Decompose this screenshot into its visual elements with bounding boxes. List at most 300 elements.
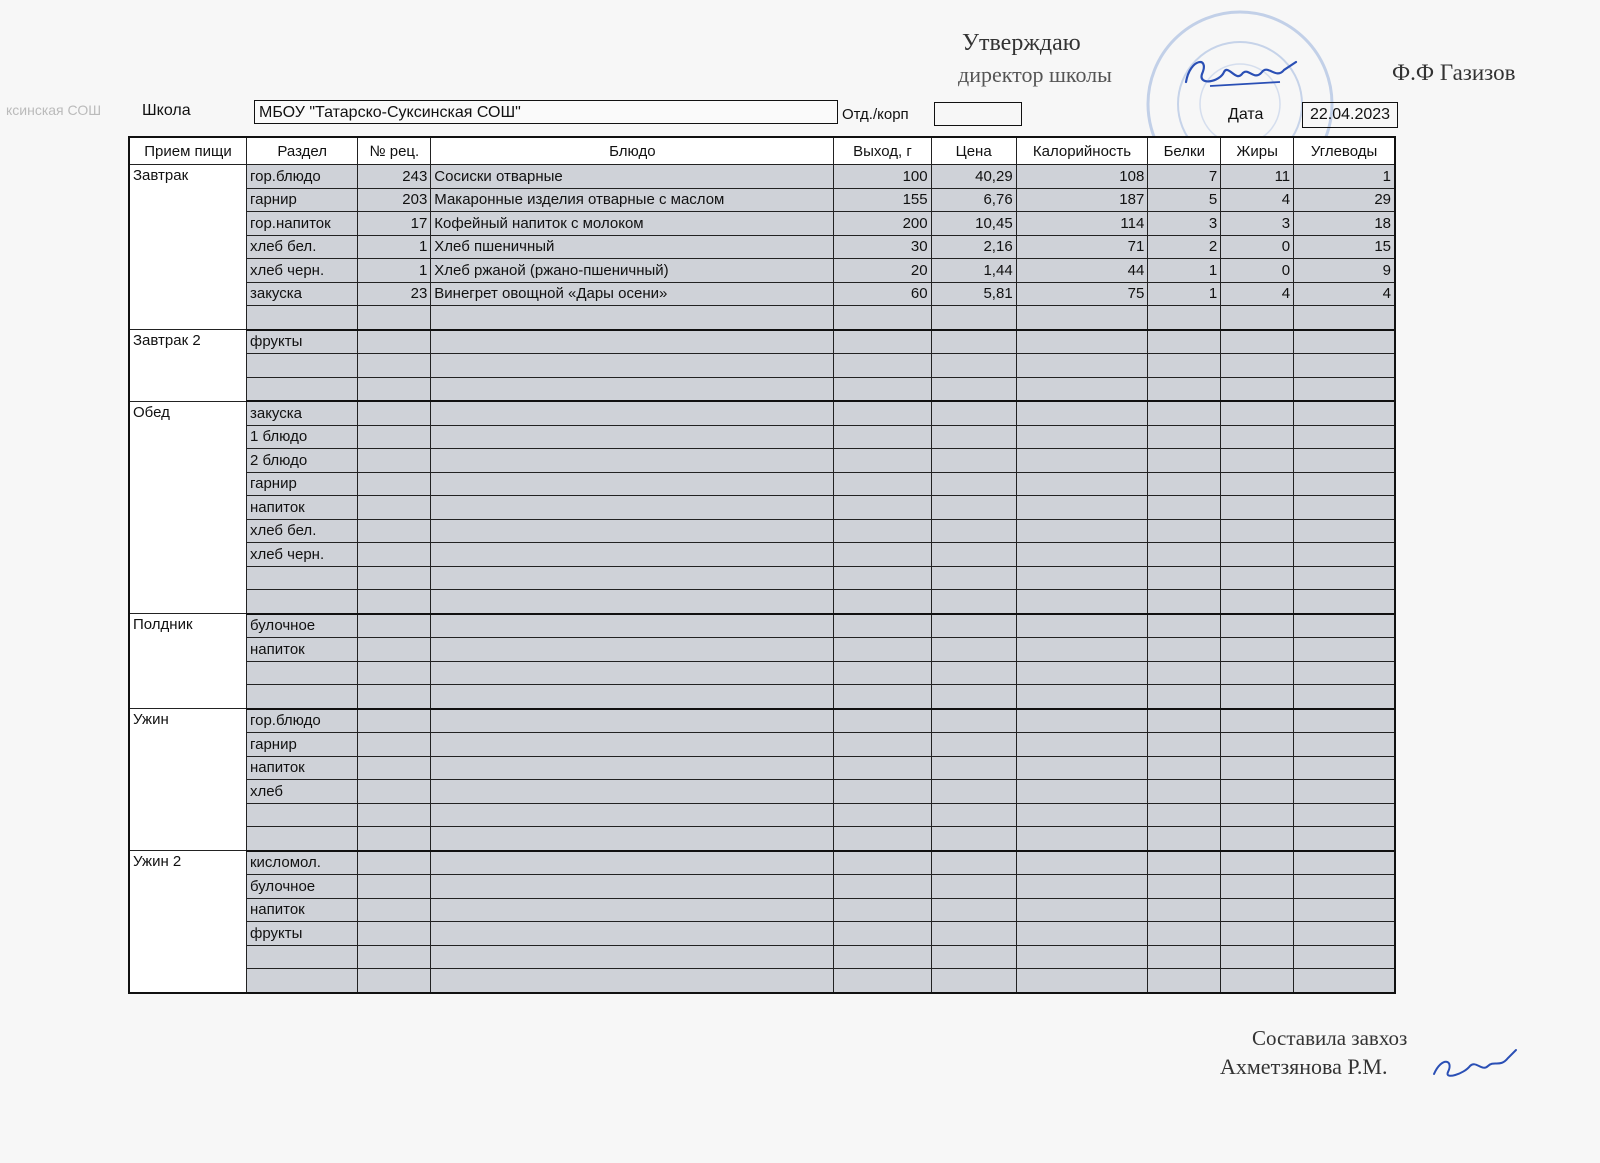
table-cell: гор.блюдо [246, 709, 357, 733]
compiler-name: Ахметзянова Р.М. [1220, 1054, 1388, 1079]
table-cell: кисломол. [246, 851, 357, 875]
table-cell: 1,44 [931, 259, 1016, 283]
table-cell: хлеб бел. [246, 235, 357, 259]
table-row [129, 875, 1395, 899]
table-cell [358, 377, 431, 401]
table-row [129, 282, 1395, 306]
table-cell [931, 496, 1016, 520]
table-row [129, 235, 1395, 259]
table-cell [931, 590, 1016, 614]
table-cell [1221, 330, 1294, 354]
table-cell [358, 472, 431, 496]
table-cell [1221, 566, 1294, 590]
table-row [129, 472, 1395, 496]
table-cell: 17 [358, 212, 431, 236]
table-cell: 23 [358, 282, 431, 306]
table-cell: 10,45 [931, 212, 1016, 236]
table-cell [1148, 780, 1221, 804]
director-signature-icon [1180, 52, 1300, 101]
table-cell [1294, 590, 1395, 614]
table-cell [1016, 733, 1148, 757]
table-cell [1148, 425, 1221, 449]
table-row [129, 306, 1395, 330]
table-cell [834, 614, 931, 638]
table-cell [1221, 685, 1294, 709]
table-cell [1294, 496, 1395, 520]
table-cell: 2,16 [931, 235, 1016, 259]
table-cell: Хлеб пшеничный [431, 235, 834, 259]
table-row [129, 898, 1395, 922]
compiled-by-label: Составила завхоз [1252, 1026, 1408, 1050]
table-cell [1016, 803, 1148, 827]
table-cell [358, 969, 431, 993]
table-cell: 11 [1221, 165, 1294, 189]
table-row [129, 259, 1395, 283]
table-cell [431, 733, 834, 757]
table-cell: 4 [1221, 282, 1294, 306]
table-cell [1148, 875, 1221, 899]
approval-title: Утверждаю [962, 30, 1081, 56]
table-cell [358, 425, 431, 449]
table-cell: 187 [1016, 188, 1148, 212]
table-cell [1148, 661, 1221, 685]
table-cell [358, 661, 431, 685]
compiler-signature-icon [1430, 1046, 1520, 1091]
table-cell [834, 945, 931, 969]
table-cell [1148, 756, 1221, 780]
table-cell: 1 [358, 259, 431, 283]
table-cell [1148, 590, 1221, 614]
table-cell: 4 [1294, 282, 1395, 306]
table-cell [1016, 614, 1148, 638]
table-cell [931, 614, 1016, 638]
table-cell: 203 [358, 188, 431, 212]
table-cell [1016, 590, 1148, 614]
table-cell [1148, 449, 1221, 473]
table-cell [1294, 543, 1395, 567]
table-cell [1294, 377, 1395, 401]
table-cell [1148, 401, 1221, 425]
table-cell: 15 [1294, 235, 1395, 259]
table-cell [1221, 449, 1294, 473]
table-cell [1016, 898, 1148, 922]
table-cell: 1 [1148, 282, 1221, 306]
table-cell: 3 [1148, 212, 1221, 236]
table-cell [1016, 922, 1148, 946]
table-cell [1148, 685, 1221, 709]
table-cell [1221, 827, 1294, 851]
table-row [129, 330, 1395, 354]
table-cell [1148, 354, 1221, 378]
table-cell: 243 [358, 165, 431, 189]
table-cell [431, 638, 834, 662]
table-cell: 20 [834, 259, 931, 283]
table-cell [1016, 449, 1148, 473]
table-cell: 0 [1221, 259, 1294, 283]
table-cell: 155 [834, 188, 931, 212]
table-cell [358, 875, 431, 899]
table-cell: 108 [1016, 165, 1148, 189]
table-cell [1016, 496, 1148, 520]
table-cell: хлеб [246, 780, 357, 804]
table-cell [834, 661, 931, 685]
table-cell [1294, 614, 1395, 638]
table-cell [931, 543, 1016, 567]
table-cell: 40,29 [931, 165, 1016, 189]
table-row [129, 212, 1395, 236]
table-cell [1294, 472, 1395, 496]
table-cell [931, 566, 1016, 590]
table-cell [431, 945, 834, 969]
table-cell [246, 685, 357, 709]
table-cell [1221, 614, 1294, 638]
table-cell [834, 543, 931, 567]
table-row [129, 401, 1395, 425]
table-cell [431, 543, 834, 567]
table-cell [431, 922, 834, 946]
table-cell: хлеб бел. [246, 519, 357, 543]
meal-name: Ужин 2 [129, 851, 246, 993]
table-cell [431, 803, 834, 827]
table-cell: 5 [1148, 188, 1221, 212]
table-cell [834, 425, 931, 449]
table-cell [358, 401, 431, 425]
table-cell [1294, 425, 1395, 449]
table-cell [931, 401, 1016, 425]
table-cell [1294, 566, 1395, 590]
table-cell: гор.напиток [246, 212, 357, 236]
director-name: Ф.Ф Газизов [1392, 60, 1516, 85]
school-field: МБОУ "Татарско-Суксинская СОШ" [254, 100, 838, 124]
table-cell [834, 401, 931, 425]
table-cell [358, 306, 431, 330]
table-cell [246, 566, 357, 590]
table-cell [1016, 330, 1148, 354]
table-row [129, 803, 1395, 827]
table-cell [931, 685, 1016, 709]
table-cell [1016, 709, 1148, 733]
table-cell: Хлеб ржаной (ржано-пшеничный) [431, 259, 834, 283]
table-cell [1148, 827, 1221, 851]
table-cell [931, 827, 1016, 851]
date-field: 22.04.2023 [1302, 102, 1398, 128]
table-cell [431, 827, 834, 851]
table-cell [1294, 922, 1395, 946]
table-cell [1294, 661, 1395, 685]
table-cell: напиток [246, 756, 357, 780]
table-cell: Макаронные изделия отварные с маслом [431, 188, 834, 212]
table-cell [1294, 827, 1395, 851]
table-cell: 71 [1016, 235, 1148, 259]
table-cell [1294, 519, 1395, 543]
table-cell [1148, 945, 1221, 969]
table-cell [358, 945, 431, 969]
table-cell [1294, 638, 1395, 662]
table-cell [1221, 945, 1294, 969]
table-cell [931, 875, 1016, 899]
table-cell [931, 756, 1016, 780]
table-cell [246, 969, 357, 993]
column-header: № рец. [358, 137, 431, 165]
table-cell [1294, 733, 1395, 757]
table-cell: фрукты [246, 922, 357, 946]
table-cell [358, 922, 431, 946]
column-header: Раздел [246, 137, 357, 165]
table-cell [1294, 945, 1395, 969]
column-header: Углеводы [1294, 137, 1395, 165]
table-cell: Сосиски отварные [431, 165, 834, 189]
table-cell [931, 354, 1016, 378]
table-cell [834, 306, 931, 330]
table-cell [834, 496, 931, 520]
table-row [129, 756, 1395, 780]
table-cell [431, 377, 834, 401]
column-header: Блюдо [431, 137, 834, 165]
table-cell [1016, 875, 1148, 899]
table-cell [1294, 709, 1395, 733]
table-cell [834, 449, 931, 473]
table-cell [931, 922, 1016, 946]
table-cell [1294, 685, 1395, 709]
table-cell [358, 543, 431, 567]
table-row [129, 827, 1395, 851]
table-cell [834, 377, 931, 401]
table-cell [1148, 543, 1221, 567]
column-header: Калорийность [1016, 137, 1148, 165]
table-cell [931, 709, 1016, 733]
table-row [129, 354, 1395, 378]
table-cell [431, 709, 834, 733]
column-header: Прием пищи [129, 137, 246, 165]
table-cell [1221, 780, 1294, 804]
table-cell [358, 590, 431, 614]
table-cell [834, 354, 931, 378]
table-cell [1148, 377, 1221, 401]
table-cell: булочное [246, 614, 357, 638]
table-cell [358, 851, 431, 875]
table-row [129, 922, 1395, 946]
table-cell [1148, 614, 1221, 638]
table-cell [1221, 543, 1294, 567]
table-cell [1148, 851, 1221, 875]
school-label: Школа [142, 102, 191, 119]
meal-name: Завтрак 2 [129, 330, 246, 402]
table-cell [1221, 354, 1294, 378]
table-cell: 44 [1016, 259, 1148, 283]
table-cell: 29 [1294, 188, 1395, 212]
table-cell [1221, 425, 1294, 449]
table-cell [358, 685, 431, 709]
table-cell [1016, 472, 1148, 496]
table-cell [834, 922, 931, 946]
cut-off-text: ксинская СОШ [6, 102, 102, 118]
table-row [129, 377, 1395, 401]
table-cell: 0 [1221, 235, 1294, 259]
table-row [129, 590, 1395, 614]
table-cell [431, 330, 834, 354]
column-header: Белки [1148, 137, 1221, 165]
table-cell [1221, 875, 1294, 899]
table-row [129, 685, 1395, 709]
table-cell: 1 [1148, 259, 1221, 283]
table-cell [431, 519, 834, 543]
table-cell [1148, 898, 1221, 922]
table-cell [1016, 851, 1148, 875]
table-cell [431, 661, 834, 685]
meal-name: Завтрак [129, 165, 246, 330]
table-cell: закуска [246, 282, 357, 306]
table-cell [1221, 756, 1294, 780]
table-cell [931, 306, 1016, 330]
table-cell [1294, 780, 1395, 804]
table-cell [431, 614, 834, 638]
table-cell [834, 756, 931, 780]
table-cell [1148, 733, 1221, 757]
table-cell [358, 803, 431, 827]
table-cell [358, 496, 431, 520]
table-cell: напиток [246, 638, 357, 662]
table-cell [1221, 590, 1294, 614]
date-label: Дата [1228, 106, 1264, 123]
table-cell: 30 [834, 235, 931, 259]
table-cell [431, 969, 834, 993]
table-cell [431, 590, 834, 614]
table-row [129, 851, 1395, 875]
table-cell [431, 875, 834, 899]
table-cell [931, 945, 1016, 969]
table-cell [1221, 638, 1294, 662]
table-cell [1294, 851, 1395, 875]
dept-field [934, 102, 1022, 126]
table-cell [931, 638, 1016, 662]
table-cell [834, 733, 931, 757]
table-cell [1294, 875, 1395, 899]
table-cell [358, 519, 431, 543]
table-cell [358, 898, 431, 922]
table-cell [834, 851, 931, 875]
table-cell [931, 780, 1016, 804]
table-cell [246, 661, 357, 685]
table-cell [1016, 543, 1148, 567]
table-row [129, 709, 1395, 733]
table-cell [431, 780, 834, 804]
table-cell: Кофейный напиток с молоком [431, 212, 834, 236]
table-cell [1294, 449, 1395, 473]
table-cell [1294, 756, 1395, 780]
table-cell [1221, 377, 1294, 401]
table-cell [1016, 566, 1148, 590]
table-cell: напиток [246, 496, 357, 520]
table-cell [834, 519, 931, 543]
table-cell [1294, 354, 1395, 378]
table-cell [358, 756, 431, 780]
table-cell: гарнир [246, 733, 357, 757]
table-cell [931, 330, 1016, 354]
table-cell [1148, 922, 1221, 946]
table-cell [431, 449, 834, 473]
table-header-row [129, 137, 1395, 165]
table-cell: 3 [1221, 212, 1294, 236]
table-cell [931, 519, 1016, 543]
table-cell [246, 803, 357, 827]
table-cell [1294, 306, 1395, 330]
table-cell [834, 330, 931, 354]
table-cell [1148, 306, 1221, 330]
table-cell [1221, 898, 1294, 922]
table-cell [1016, 377, 1148, 401]
table-cell: 6,76 [931, 188, 1016, 212]
table-cell: булочное [246, 875, 357, 899]
table-cell [1016, 519, 1148, 543]
table-cell: 9 [1294, 259, 1395, 283]
table-cell: 1 [358, 235, 431, 259]
table-row [129, 449, 1395, 473]
table-cell [431, 354, 834, 378]
table-cell: гарнир [246, 188, 357, 212]
table-cell [1294, 401, 1395, 425]
table-cell: 5,81 [931, 282, 1016, 306]
meal-name: Полдник [129, 614, 246, 709]
table-cell: 1 [1294, 165, 1395, 189]
table-cell [246, 354, 357, 378]
table-cell [358, 733, 431, 757]
table-cell [1016, 969, 1148, 993]
table-cell: 18 [1294, 212, 1395, 236]
column-header: Цена [931, 137, 1016, 165]
table-cell [1148, 519, 1221, 543]
table-cell [1148, 330, 1221, 354]
table-cell [1221, 851, 1294, 875]
table-cell [1221, 472, 1294, 496]
table-row [129, 661, 1395, 685]
table-cell [1221, 496, 1294, 520]
table-cell [931, 472, 1016, 496]
meal-name: Ужин [129, 709, 246, 851]
table-row [129, 188, 1395, 212]
table-cell: 7 [1148, 165, 1221, 189]
table-cell [431, 756, 834, 780]
meal-name: Обед [129, 401, 246, 614]
table-cell [834, 685, 931, 709]
table-row [129, 638, 1395, 662]
table-cell [834, 590, 931, 614]
table-cell [246, 590, 357, 614]
table-cell [246, 377, 357, 401]
table-cell [834, 875, 931, 899]
table-cell [1016, 661, 1148, 685]
table-cell [1221, 401, 1294, 425]
table-cell [834, 709, 931, 733]
table-cell: 75 [1016, 282, 1148, 306]
table-cell: 114 [1016, 212, 1148, 236]
table-row [129, 614, 1395, 638]
column-header: Выход, г [834, 137, 931, 165]
table-row [129, 543, 1395, 567]
table-cell: хлеб черн. [246, 543, 357, 567]
table-cell [1221, 519, 1294, 543]
table-cell [1148, 709, 1221, 733]
table-cell [431, 898, 834, 922]
table-cell [431, 496, 834, 520]
table-row [129, 566, 1395, 590]
table-row [129, 945, 1395, 969]
table-cell [246, 945, 357, 969]
table-cell: 2 [1148, 235, 1221, 259]
table-cell [1148, 803, 1221, 827]
table-cell [931, 803, 1016, 827]
table-cell [431, 472, 834, 496]
table-cell [1016, 827, 1148, 851]
